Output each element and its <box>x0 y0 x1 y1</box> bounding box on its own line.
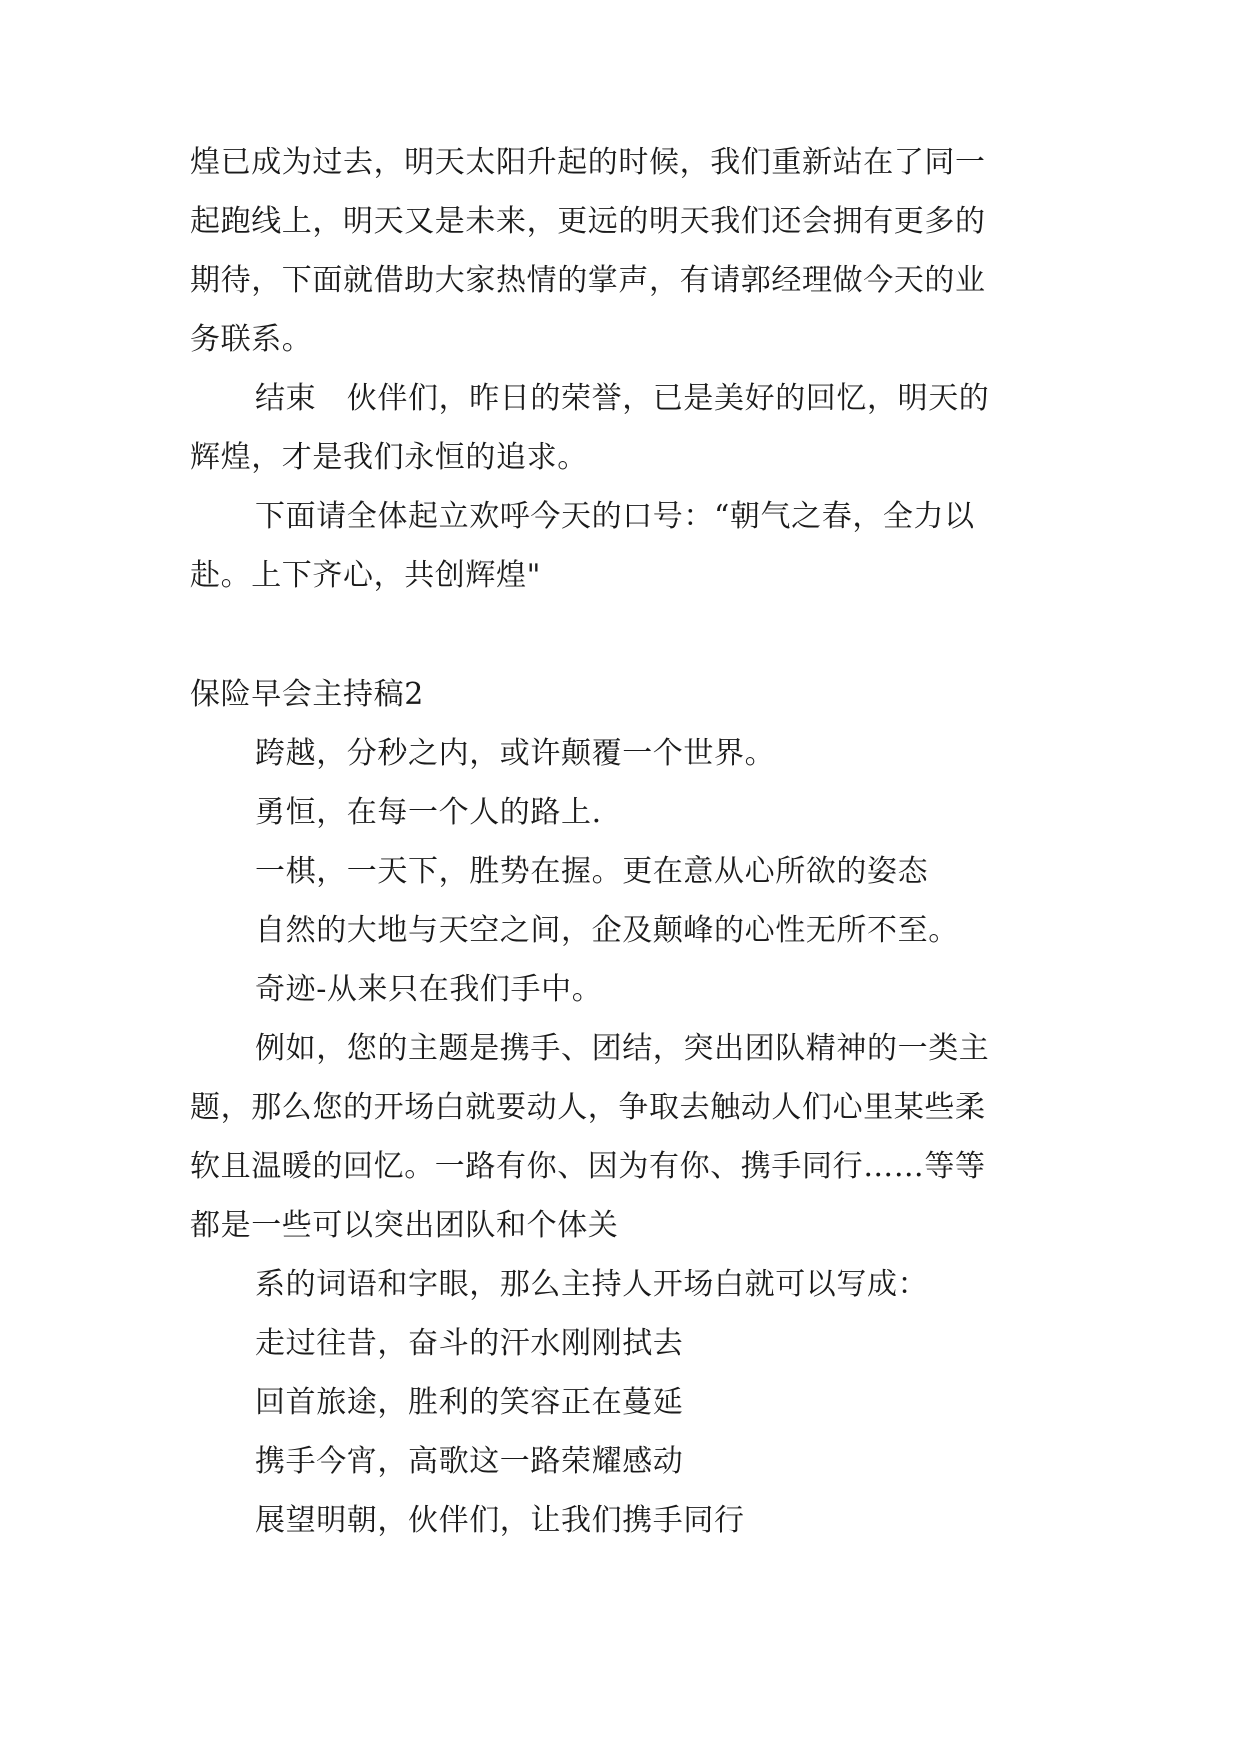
body-line: 下面请全体起立欢呼今天的口号：“朝气之春，全力以 <box>255 499 975 534</box>
body-line: 起跑线上，明天又是未来，更远的明天我们还会拥有更多的 <box>190 204 986 239</box>
body-line: 走过往昔，奋斗的汗水刚刚拭去 <box>255 1326 684 1361</box>
body-line: 跨越，分秒之内，或许颠覆一个世界。 <box>255 736 776 771</box>
body-line: 期待，下面就借助大家热情的掌声，有请郭经理做今天的业 <box>190 263 986 298</box>
body-line: 例如，您的主题是携手、团结，突出团队精神的一类主 <box>255 1031 990 1066</box>
body-line: 系的词语和字眼，那么主持人开场白就可以写成： <box>255 1267 929 1302</box>
body-line: 携手今宵，高歌这一路荣耀感动 <box>255 1444 684 1479</box>
body-line: 结束 伙伴们，昨日的荣誉，已是美好的回忆，明天的 <box>255 381 990 416</box>
body-line: 奇迹-从来只在我们手中。 <box>255 972 603 1007</box>
body-line: 都是一些可以突出团队和个体关 <box>190 1208 619 1243</box>
body-line: 勇恒，在每一个人的路上. <box>255 795 602 830</box>
body-line: 自然的大地与天空之间，企及颠峰的心性无所不至。 <box>255 913 959 948</box>
body-line: 一棋，一天下，胜势在握。更在意从心所欲的姿态 <box>255 854 929 889</box>
body-line: 软且温暖的回忆。一路有你、因为有你、携手同行……等等 <box>190 1149 986 1184</box>
body-line: 赴。上下齐心，共创辉煌" <box>190 558 541 593</box>
body-line: 辉煌，才是我们永恒的追求。 <box>190 440 588 475</box>
section-heading: 保险早会主持稿2 <box>190 677 424 712</box>
body-line: 煌已成为过去，明天太阳升起的时候，我们重新站在了同一 <box>190 145 986 180</box>
body-line: 题，那么您的开场白就要动人，争取去触动人们心里某些柔 <box>190 1090 986 1125</box>
body-line: 务联系。 <box>190 322 313 357</box>
body-line: 回首旅途，胜利的笑容正在蔓延 <box>255 1385 684 1420</box>
body-line: 展望明朝，伙伴们，让我们携手同行 <box>255 1503 745 1538</box>
